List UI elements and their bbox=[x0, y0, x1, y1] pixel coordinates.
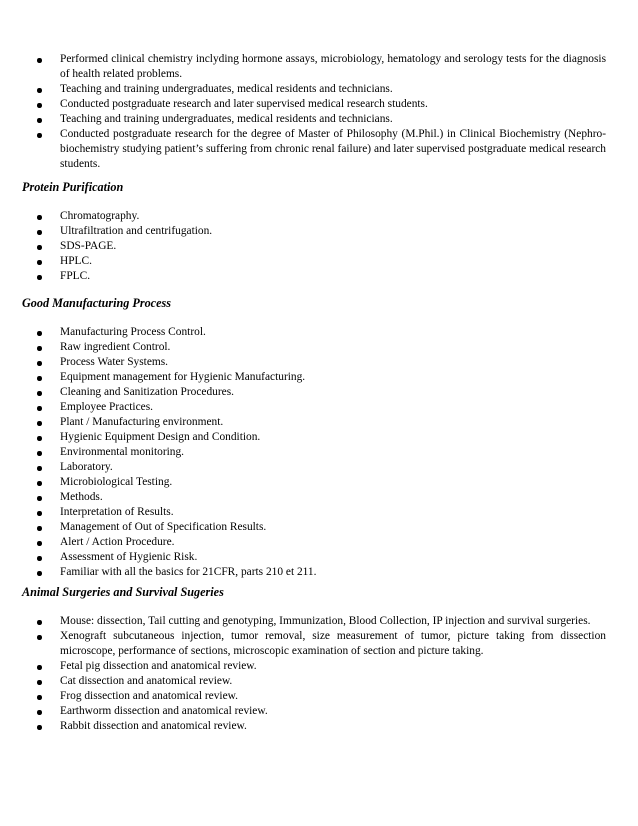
list-item bbox=[0, 355, 638, 370]
list-item-text: Xenograft subcutaneous injection, tumor removal, size measurement of tumor, picture taking from dissection microscope, performance of sections, microscopic examination of section and picture taking. bbox=[60, 630, 606, 657]
list-item-text: Employee Practices. bbox=[60, 401, 153, 413]
list-item-text: Chromatography. bbox=[60, 210, 140, 222]
list-item bbox=[0, 97, 638, 112]
list-item-text: Performed clinical chemistry inclyding hormone assays, microbiology, hematology and serology tests for the diagnosis of health related problems. bbox=[60, 53, 606, 80]
section-heading-animal-surgeries: Animal Surgeries and Survival Sugeries bbox=[22, 585, 224, 599]
list-item bbox=[0, 475, 638, 490]
list-item-text: Microbiological Testing. bbox=[60, 476, 173, 488]
bullet-icon bbox=[37, 133, 42, 138]
bullet-icon bbox=[37, 260, 42, 265]
list-item bbox=[0, 565, 638, 580]
bullet-icon bbox=[37, 571, 42, 576]
list-item-text: SDS-PAGE. bbox=[60, 240, 117, 252]
list-item bbox=[0, 400, 638, 415]
list-item-text: Management of Out of Specification Results. bbox=[60, 521, 267, 533]
list-item-text: Frog dissection and anatomical review. bbox=[60, 690, 238, 702]
list-item bbox=[0, 430, 638, 445]
bullet-icon bbox=[37, 215, 42, 220]
bullet-icon bbox=[37, 541, 42, 546]
list-item bbox=[0, 239, 638, 254]
list-item bbox=[0, 385, 638, 400]
section-heading-good-manufacturing-process: Good Manufacturing Process bbox=[22, 296, 171, 310]
bullet-icon bbox=[37, 481, 42, 486]
list-item bbox=[0, 370, 638, 385]
list-item-text: Conducted postgraduate research and later supervised medical research students. bbox=[60, 98, 428, 110]
gmp-list bbox=[0, 325, 638, 580]
bullet-icon bbox=[37, 230, 42, 235]
list-item bbox=[0, 674, 638, 689]
bullet-icon bbox=[37, 245, 42, 250]
bullet-icon bbox=[37, 451, 42, 456]
list-item bbox=[0, 460, 638, 475]
bullet-icon bbox=[37, 496, 42, 501]
list-item bbox=[0, 82, 638, 97]
bullet-icon bbox=[37, 376, 42, 381]
list-item-text: Fetal pig dissection and anatomical review. bbox=[60, 660, 257, 672]
list-item-text: Cleaning and Sanitization Procedures. bbox=[60, 386, 234, 398]
bullet-icon bbox=[37, 695, 42, 700]
bullet-icon bbox=[37, 556, 42, 561]
list-item-text: Hygienic Equipment Design and Condition. bbox=[60, 431, 261, 443]
list-item bbox=[0, 490, 638, 505]
list-item bbox=[0, 505, 638, 520]
list-item bbox=[0, 659, 638, 674]
list-item bbox=[0, 415, 638, 430]
list-item-text: Alert / Action Procedure. bbox=[60, 536, 175, 548]
list-item bbox=[0, 689, 638, 704]
list-item bbox=[0, 325, 638, 340]
bullet-icon bbox=[37, 620, 42, 625]
bullet-icon bbox=[37, 361, 42, 366]
list-item bbox=[0, 254, 638, 269]
list-item bbox=[0, 340, 638, 355]
bullet-icon bbox=[37, 118, 42, 123]
list-item-text: Conducted postgraduate research for the degree of Master of Philosophy (M.Phil.) in Clinical Biochemistry (Nephro-biochemistry studying patient’s suffering from chronic renal failure) and later supervised postgraduate medical research students. bbox=[60, 128, 606, 170]
list-item-text: Earthworm dissection and anatomical review. bbox=[60, 705, 268, 717]
bullet-icon bbox=[37, 511, 42, 516]
bullet-icon bbox=[37, 421, 42, 426]
list-item-text: Teaching and training undergraduates, medical residents and technicians. bbox=[60, 113, 393, 125]
intro-list bbox=[0, 52, 638, 172]
bullet-icon bbox=[37, 391, 42, 396]
list-item bbox=[0, 112, 638, 127]
list-item-text: Mouse: dissection, Tail cutting and genotyping, Immunization, Blood Collection, IP injection and survival surgeries. bbox=[60, 615, 591, 627]
list-item-text: Rabbit dissection and anatomical review. bbox=[60, 720, 247, 732]
bullet-icon bbox=[37, 665, 42, 670]
bullet-icon bbox=[37, 275, 42, 280]
bullet-icon bbox=[37, 346, 42, 351]
bullet-icon bbox=[37, 103, 42, 108]
list-item-text: Laboratory. bbox=[60, 461, 113, 473]
list-item-text: Raw ingredient Control. bbox=[60, 341, 171, 353]
list-item bbox=[0, 224, 638, 239]
list-item-text: FPLC. bbox=[60, 270, 91, 282]
list-item bbox=[0, 629, 638, 659]
list-item bbox=[0, 269, 638, 284]
list-item bbox=[0, 520, 638, 535]
list-item-text: Familiar with all the basics for 21CFR, parts 210 et 211. bbox=[60, 566, 317, 578]
bullet-icon bbox=[37, 58, 42, 63]
list-item bbox=[0, 127, 638, 172]
list-item bbox=[0, 52, 638, 82]
list-item-text: Assessment of Hygienic Risk. bbox=[60, 551, 198, 563]
list-item-text: Cat dissection and anatomical review. bbox=[60, 675, 233, 687]
list-item-text: Methods. bbox=[60, 491, 103, 503]
bullet-icon bbox=[37, 466, 42, 471]
bullet-icon bbox=[37, 88, 42, 93]
bullet-icon bbox=[37, 331, 42, 336]
list-item bbox=[0, 209, 638, 224]
section-heading-protein-purification: Protein Purification bbox=[22, 180, 124, 194]
list-item-text: HPLC. bbox=[60, 255, 92, 267]
list-item bbox=[0, 614, 638, 629]
bullet-icon bbox=[37, 406, 42, 411]
list-item-text: Plant / Manufacturing environment. bbox=[60, 416, 224, 428]
list-item bbox=[0, 445, 638, 460]
list-item bbox=[0, 704, 638, 719]
list-item-text: Equipment management for Hygienic Manufacturing. bbox=[60, 371, 306, 383]
list-item-text: Interpretation of Results. bbox=[60, 506, 174, 518]
bullet-icon bbox=[37, 680, 42, 685]
list-item bbox=[0, 535, 638, 550]
bullet-icon bbox=[37, 526, 42, 531]
list-item-text: Teaching and training undergraduates, medical residents and technicians. bbox=[60, 83, 393, 95]
bullet-icon bbox=[37, 635, 42, 640]
list-item-text: Manufacturing Process Control. bbox=[60, 326, 206, 338]
list-item bbox=[0, 550, 638, 565]
protein-purification-list bbox=[0, 209, 638, 284]
bullet-icon bbox=[37, 710, 42, 715]
bullet-icon bbox=[37, 725, 42, 730]
list-item bbox=[0, 719, 638, 734]
list-item-text: Process Water Systems. bbox=[60, 356, 169, 368]
animal-surgeries-list bbox=[0, 614, 638, 734]
list-item-text: Ultrafiltration and centrifugation. bbox=[60, 225, 213, 237]
bullet-icon bbox=[37, 436, 42, 441]
list-item-text: Environmental monitoring. bbox=[60, 446, 185, 458]
